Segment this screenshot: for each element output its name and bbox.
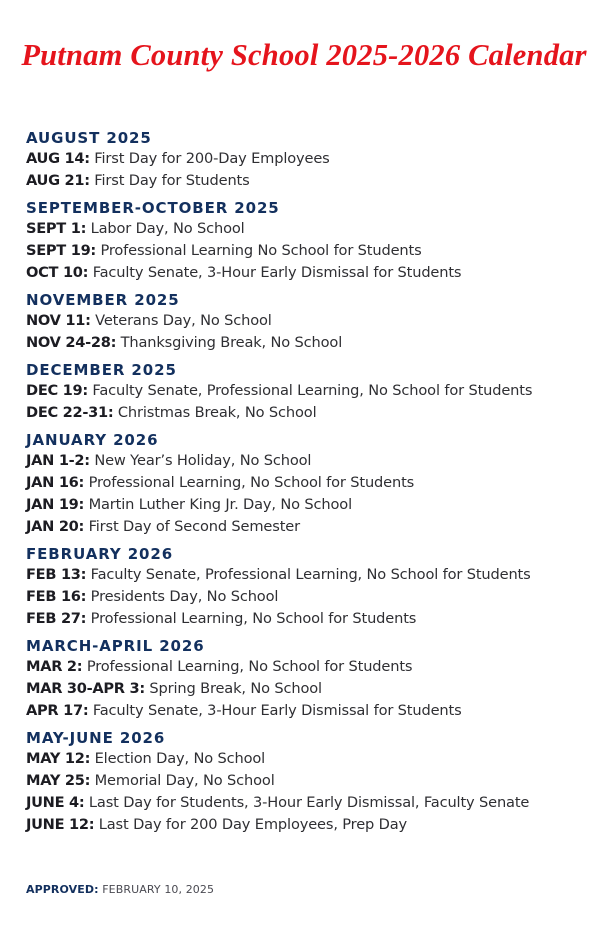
event-date: MAR 2:	[26, 658, 83, 675]
event-description: Last Day for Students, 3-Hour Early Dismissal, Faculty Senate	[84, 794, 530, 811]
event-item	[26, 472, 601, 494]
event-date: JUNE 12:	[26, 816, 95, 833]
event-description: First Day of Second Semester	[84, 518, 300, 535]
event-date: MAR 30-APR 3:	[26, 680, 145, 697]
event-item	[26, 516, 601, 538]
event-item	[26, 656, 601, 678]
section-heading: MAY-JUNE 2026	[26, 729, 166, 747]
section-january-2026	[26, 430, 601, 538]
event-item	[26, 240, 601, 262]
event-description: New Year’s Holiday, No School	[89, 452, 312, 469]
event-description: Martin Luther King Jr. Day, No School	[84, 496, 352, 513]
event-item	[26, 450, 601, 472]
event-description: Labor Day, No School	[86, 220, 245, 237]
event-description: Christmas Break, No School	[113, 404, 317, 421]
event-description: Professional Learning, No School for Students	[84, 474, 415, 491]
event-description: Last Day for 200 Day Employees, Prep Day	[94, 816, 408, 833]
event-item	[26, 700, 601, 722]
event-date: JUNE 4:	[26, 794, 85, 811]
event-date: DEC 22-31:	[26, 404, 114, 421]
section-february-2026	[26, 544, 601, 630]
event-item	[26, 586, 601, 608]
event-description: Faculty Senate, Professional Learning, No School for Students	[87, 382, 533, 399]
event-description: Professional Learning No School for Students	[95, 242, 422, 259]
event-description: Professional Learning, No School for Students	[86, 610, 417, 627]
event-description: Spring Break, No School	[144, 680, 322, 697]
approved-date: FEBRUARY 10, 2025	[98, 883, 215, 896]
event-description: First Day for Students	[89, 172, 250, 189]
event-date: NOV 24-28:	[26, 334, 117, 351]
event-date: JAN 20:	[26, 518, 85, 535]
calendar-content	[26, 128, 601, 842]
section-heading: FEBRUARY 2026	[26, 545, 174, 563]
event-item	[26, 792, 601, 814]
event-item	[26, 678, 601, 700]
event-date: FEB 16:	[26, 588, 87, 605]
event-description: Presidents Day, No School	[86, 588, 279, 605]
event-item	[26, 148, 601, 170]
event-date: AUG 21:	[26, 172, 90, 189]
approval-note	[26, 883, 214, 896]
event-date: AUG 14:	[26, 150, 90, 167]
event-date: NOV 11:	[26, 312, 91, 329]
section-august-2025	[26, 128, 601, 192]
event-item	[26, 170, 601, 192]
event-item	[26, 262, 601, 284]
event-description: Thanksgiving Break, No School	[116, 334, 343, 351]
section-may-june-2026	[26, 728, 601, 836]
event-date: FEB 13:	[26, 566, 87, 583]
event-date: JAN 19:	[26, 496, 85, 513]
event-date: OCT 10:	[26, 264, 89, 281]
section-november-2025	[26, 290, 601, 354]
event-item	[26, 494, 601, 516]
event-item	[26, 748, 601, 770]
event-item	[26, 608, 601, 630]
section-heading: JANUARY 2026	[26, 431, 159, 449]
section-heading: DECEMBER 2025	[26, 361, 177, 379]
event-item	[26, 218, 601, 240]
section-heading: MARCH-APRIL 2026	[26, 637, 205, 655]
event-date: SEPT 19:	[26, 242, 96, 259]
event-item	[26, 402, 601, 424]
event-date: SEPT 1:	[26, 220, 87, 237]
event-date: DEC 19:	[26, 382, 88, 399]
section-heading: SEPTEMBER-OCTOBER 2025	[26, 199, 280, 217]
event-description: Memorial Day, No School	[90, 772, 275, 789]
event-item	[26, 564, 601, 586]
event-date: JAN 1-2:	[26, 452, 90, 469]
event-date: FEB 27:	[26, 610, 87, 627]
event-item	[26, 310, 601, 332]
event-item	[26, 770, 601, 792]
event-item	[26, 814, 601, 836]
section-december-2025	[26, 360, 601, 424]
event-date: MAY 12:	[26, 750, 91, 767]
event-date: MAY 25:	[26, 772, 91, 789]
event-description: Faculty Senate, Professional Learning, No School for Students	[86, 566, 531, 583]
event-item	[26, 332, 601, 354]
event-description: First Day for 200-Day Employees	[89, 150, 330, 167]
section-september-october-2025	[26, 198, 601, 284]
event-date: APR 17:	[26, 702, 89, 719]
section-heading: NOVEMBER 2025	[26, 291, 180, 309]
page-title: Putnam County School 2025-2026 Calendar	[21, 38, 587, 72]
event-description: Veterans Day, No School	[90, 312, 272, 329]
event-description: Faculty Senate, 3-Hour Early Dismissal for Students	[88, 264, 462, 281]
event-description: Faculty Senate, 3-Hour Early Dismissal for Students	[88, 702, 462, 719]
section-march-april-2026	[26, 636, 601, 722]
event-description: Professional Learning, No School for Students	[82, 658, 413, 675]
approved-label: APPROVED:	[26, 883, 99, 896]
event-description: Election Day, No School	[90, 750, 266, 767]
section-heading: AUGUST 2025	[26, 129, 152, 147]
event-item	[26, 380, 601, 402]
event-date: JAN 16:	[26, 474, 85, 491]
